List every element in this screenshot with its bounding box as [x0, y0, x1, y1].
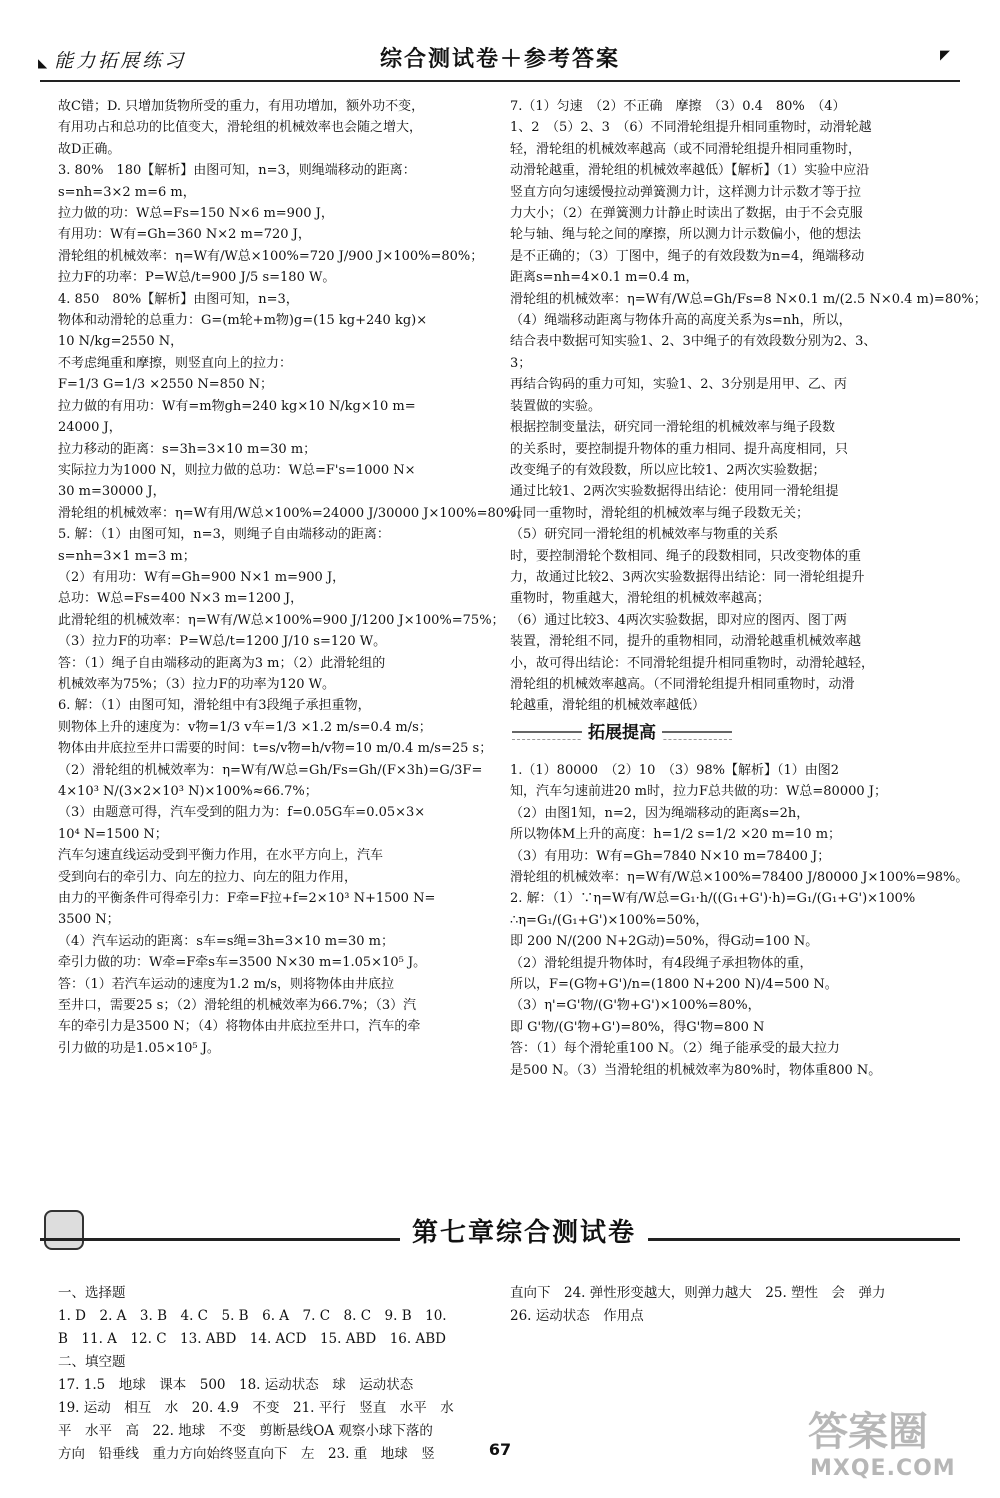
text-line: 由力的平衡条件可得牵引力：F牵=F拉+f=2×10³ N+1500 N= [58, 891, 436, 907]
bottom-right-column [510, 1282, 886, 1328]
text-line: 3500 N； [58, 912, 120, 928]
text-line: 4. 850 80%【解析】由图可知，n=3， [58, 291, 299, 307]
text-line: 竖直方向匀速缓慢拉动弹簧测力计，这样测力计示数才等于拉 [510, 184, 862, 200]
text-line: 拉力F的功率：P=W总/t=900 J/5 s=180 W。 [58, 270, 336, 286]
text-line: 受到向右的牵引力、向左的拉力、向左的阻力作用， [58, 869, 358, 885]
header-rule [40, 80, 960, 82]
text-line: 通过比较1、2两次实验数据得出结论：使用同一滑轮组提 [510, 484, 839, 500]
text-line: 即 200 N/(200 N+2G动)=50%，得G动=100 N。 [510, 934, 819, 950]
text-line: 轮越重，滑轮组的机械效率越低） [510, 698, 706, 714]
text-line: 此滑轮组的机械效率：η=W有/W总×100%=900 J/1200 J×100%=75%； [58, 612, 505, 628]
text-line: 结合表中数据可知实验1、2、3中绳子的有效段数分别为2、3、 [510, 334, 877, 350]
watermark-line2: MXQE.COM [810, 1456, 956, 1481]
text-line: 3； [510, 355, 532, 371]
text-line: 轮与轴、绳与轮之间的摩擦，所以测力计示数偏小，他的想法 [510, 227, 862, 243]
text-line: 再结合钩码的重力可知，实验1、2、3分别是用甲、乙、丙 [510, 377, 847, 393]
text-line: 10⁴ N=1500 N； [58, 826, 168, 842]
text-line: 答：（1）若汽车运动的速度为1.2 m/s，则将物体由井底拉 [58, 976, 394, 992]
text-line: 总功：W总=Fs=400 N×3 m=1200 J， [58, 591, 304, 607]
text-line: 所以物体M上升的高度：h=1/2 s=1/2 ×20 m=10 m； [510, 827, 842, 843]
text-line: 二、填空题 [58, 1354, 126, 1370]
text-line: （3）η'=G'物/(G'物+G')×100%=80%， [510, 998, 761, 1014]
text-line: 30 m=30000 J， [58, 484, 166, 500]
bottom-left-column [58, 1282, 454, 1466]
text-line: 滑轮组的机械效率：η=W有/W总=Gh/Fs=8 N×0.1 m/(2.5 N×0.4 m)=80%； [510, 291, 987, 307]
text-line: 动滑轮越重，滑轮组的机械效率越低）【解析】（1）实验中应沿 [510, 163, 870, 179]
text-line: 车的牵引力是3500 N；（4）将物体由井底拉至井口，汽车的牵 [58, 1019, 421, 1035]
triangle-icon: ◤ [940, 48, 950, 63]
text-line: 4×10³ N/(3×2×10³ N)×100%≈66.7%； [58, 784, 318, 799]
text-line: 力，故通过比较2、3两次实验数据得出结论：同一滑轮组提升 [510, 569, 865, 585]
text-line: 时，要控制滑轮个数相同、绳子的段数相同，只改变物体的重 [510, 548, 862, 564]
text-line: 机械效率为75%；（3）拉力F的功率为120 W。 [58, 676, 335, 692]
text-line: 装置做的实验。 [510, 398, 602, 414]
text-line: 1. D 2. A 3. B 4. C 5. B 6. A 7. C 8. C 9. B 10. [58, 1308, 447, 1324]
text-line: 实际拉力为1000 N，则拉力做的总功：W总=F's=1000 N× [58, 462, 416, 478]
text-line: 知，汽车匀速前进20 m时，拉力F总共做的功：W总=80000 J； [510, 784, 887, 800]
text-line: 至井口，需要25 s；（2）滑轮组的机械效率为66.7%；（3）汽 [58, 998, 417, 1014]
text-line: （4）绳端移动距离与物体升高的高度关系为s=nh，所以， [510, 313, 852, 329]
text-line: 19. 运动 相互 水 20. 4.9 不变 21. 平行 竖直 水平 水 [58, 1400, 454, 1416]
left-column [58, 96, 530, 1059]
text-line: 26. 运动状态 作用点 [510, 1308, 644, 1324]
text-line: 牵引力做的功：W牵=F牵s车=3500 N×30 m=1.05×10⁵ J。 [58, 955, 427, 971]
text-line: F=1/3 G=1/3 ×2550 N=850 N； [58, 377, 273, 393]
page-number: 67 [488, 1440, 512, 1459]
text-line: 7.（1）匀速 （2）不正确 摩擦 （3）0.4 80% （4） [510, 99, 846, 114]
text-line: 是500 N。（3）当滑轮组的机械效率为80%时，物体重800 N。 [510, 1062, 882, 1078]
text-line: （2）滑轮组提升物体时，有4段绳子承担物体的重， [510, 955, 813, 971]
text-line: 拉力做的功：W总=Fs=150 N×6 m=900 J， [58, 206, 334, 222]
text-line: 力大小；（2）在弹簧测力计静止时读出了数据，由于不会克服 [510, 206, 863, 222]
text-line: 5. 解：（1）由图可知，n=3，则绳子自由端移动的距离： [58, 527, 390, 543]
text-line: 故C错；D. 只增加货物所受的重力，有用功增加，额外功不变， [58, 99, 425, 114]
text-line: 升同一重物时，滑轮组的机械效率与绳子段数无关； [510, 505, 810, 521]
text-line: 2. 解：（1）∵η=W有/W总=G₁·h/((G₁+G')·h)=G₁/(G₁+G')×100% [510, 891, 916, 907]
text-line: s=nh=3×1 m=3 m； [58, 548, 196, 564]
text-line: 拉力做的有用功：W有=m物gh=240 kg×10 N/kg×10 m= [58, 398, 416, 414]
section-header [512, 718, 732, 748]
text-line: 所以，F=(G物+G')/n=(1800 N+200 N)/4=500 N。 [510, 977, 838, 993]
text-line: （3）由题意可得，汽车受到的阻力为：f=0.05G车=0.05×3× [58, 805, 426, 821]
text-line: （4）汽车运动的距离：s车=s绳=3h=3×10 m=30 m； [58, 933, 394, 949]
text-line: 答：（1）每个滑轮重100 N。（2）绳子能承受的最大拉力 [510, 1041, 840, 1057]
text-line: 汽车匀速直线运动受到平衡力作用，在水平方向上，汽车 [58, 848, 384, 864]
text-line: 6. 解：（1）由图可知，滑轮组中有3段绳子承担重物， [58, 698, 371, 714]
text-line: 方向 铅垂线 重力方向始终竖直向下 左 23. 重 地球 竖 [58, 1446, 435, 1462]
section-title: 拓展提高 [582, 718, 662, 743]
book-icon [44, 1210, 84, 1250]
text-line: 24000 J， [58, 420, 122, 436]
text-line: 重物时，物重越大，滑轮组的机械效率越高； [510, 591, 771, 607]
text-line: 物体由井底拉至井口需要的时间：t=s/v物=h/v物=10 m/0.4 m/s=25 s； [58, 741, 493, 757]
header-left-text: 能力拓展练习 [54, 50, 187, 72]
text-line: （3）拉力F的功率：P=W总/t=1200 J/10 s=120 W。 [58, 634, 387, 650]
text-line: 1.（1）80000 （2）10 （3）98%【解析】（1）由图2 [510, 763, 840, 778]
text-line: 有用功：W有=Gh=360 N×2 m=720 J， [58, 227, 311, 243]
text-line: B 11. A 12. C 13. ABD 14. ACD 15. ABD 16. ABD [58, 1331, 446, 1347]
text-line: 滑轮组的机械效率：η=W有/W总×100%=78400 J/80000 J×100%=98%。 [510, 870, 969, 886]
text-line: s=nh=3×2 m=6 m， [58, 184, 196, 200]
text-line: 3. 80% 180【解析】由图可知，n=3，则绳端移动的距离： [58, 163, 416, 179]
text-line: 直向下 24. 弹性形变越大，则弹力越大 25. 塑性 会 弹力 [510, 1285, 886, 1301]
text-line: 是不正确的；（3）丁图中，绳子的有效段数为n=4，绳端移动 [510, 248, 865, 264]
text-line: 答：（1）绳子自由端移动的距离为3 m；（2）此滑轮组的 [58, 655, 386, 671]
text-line: 装置，滑轮组不同，提升的重物相同，动滑轮越重机械效率越 [510, 634, 862, 650]
triangle-icon: ◣ [38, 56, 51, 70]
text-line: （3）有用功：W有=Gh=7840 N×10 m=78400 J； [510, 848, 831, 864]
text-line: 小，故可得出结论：不同滑轮组提升相同重物时，动滑轮越轻， [510, 655, 875, 671]
text-line: 的关系时，要控制提升物体的重力相同、提升高度相同，只 [510, 441, 849, 457]
text-line: 物体和动滑轮的总重力：G=(m轮+m物)g=(15 kg+240 kg)× [58, 313, 428, 329]
text-line: 距离s=nh=4×0.1 m=0.4 m， [510, 270, 699, 286]
header-title: 综合测试卷＋参考答案 [379, 46, 620, 72]
text-line: 拉力移动的距离：s=3h=3×10 m=30 m； [58, 441, 317, 457]
text-line: 不考虑绳重和摩擦，则竖直向上的拉力： [58, 355, 293, 371]
text-line: 10 N/kg=2550 N， [58, 334, 184, 350]
text-line: 平 水平 高 22. 地球 不变 剪断悬线OA 观察小球下落的 [58, 1423, 433, 1439]
text-line: 故D正确。 [58, 141, 121, 157]
text-line: 滑轮组的机械效率：η=W有/W总×100%=720 J/900 J×100%=80%； [58, 248, 484, 264]
text-line: （6）通过比较3、4两次实验数据，即对应的图丙、图丁两 [510, 612, 847, 628]
text-line: （5）研究同一滑轮组的机械效率与物重的关系 [510, 527, 779, 543]
text-line: 滑轮组的机械效率越高。（不同滑轮组提升相同重物时，动滑 [510, 676, 855, 692]
text-line: 滑轮组的机械效率：η=W有用/W总×100%=24000 J/30000 J×100%=80%。 [58, 505, 530, 521]
text-line: 引力做的功是1.05×10⁵ J。 [58, 1040, 220, 1056]
text-line: （2）有用功：W有=Gh=900 N×1 m=900 J， [58, 569, 346, 585]
text-line: 即 G'物/(G'物+G')=80%，得G'物=800 N [510, 1019, 765, 1035]
text-line: 改变绳子的有效段数，所以应比较1、2两次实验数据； [510, 462, 826, 478]
text-line: （2）由图1知，n=2，因为绳端移动的距离s=2h， [510, 805, 810, 821]
text-line: 1、2 （5）2、3 （6）不同滑轮组提升相同重物时，动滑轮越 [510, 120, 872, 136]
text-line: 则物体上升的速度为：v物=1/3 v车=1/3 ×1.2 m/s=0.4 m/s； [58, 719, 432, 735]
chapter-header [40, 1208, 960, 1256]
right-column [510, 96, 987, 717]
text-line: 有用功占和总功的比值变大，滑轮组的机械效率也会随之增大， [58, 120, 423, 136]
text-line: ∴η=G₁/(G₁+G')×100%=50%， [510, 912, 709, 928]
text-line: （2）滑轮组的机械效率为：η=W有/W总=Gh/Fs=Gh/(F×3h)=G/3F= [58, 762, 483, 778]
text-line: 17. 1.5 地球 课本 500 18. 运动状态 球 运动状态 [58, 1377, 414, 1393]
text-line: 根据控制变量法，研究同一滑轮组的机械效率与绳子段数 [510, 420, 836, 436]
watermark-logo [800, 1400, 990, 1490]
watermark-line1: 答案圈 [808, 1409, 928, 1455]
text-line: 轻，滑轮组的机械效率越高（或不同滑轮组提升相同重物时， [510, 141, 862, 157]
chapter-title: 第七章综合测试卷 [400, 1212, 648, 1249]
right-column-extension [510, 760, 969, 1081]
text-line: 一、选择题 [58, 1285, 126, 1301]
